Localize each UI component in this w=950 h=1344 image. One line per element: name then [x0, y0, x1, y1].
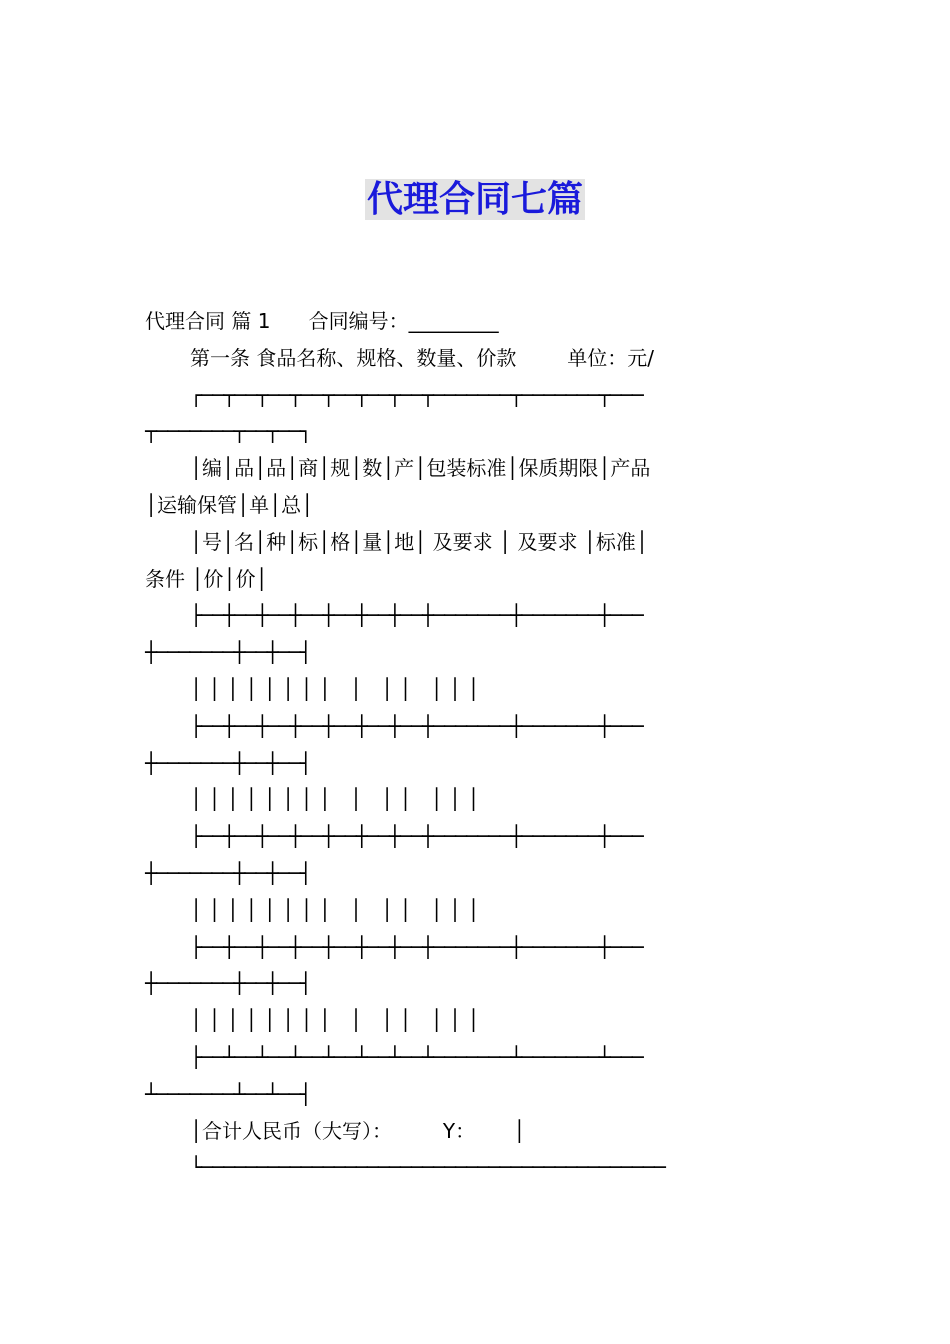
document-body	[145, 303, 810, 1186]
document-line: │合计人民币（大写）： Y： │	[190, 1118, 526, 1143]
table-border-line: └──────────────────────────────────────────	[190, 1155, 665, 1180]
document-line: 代理合同 篇 1 合同编号：_________	[145, 309, 499, 333]
document-line: │编│品│品│商│规│数│产│包装标准│保质期限│产品	[190, 456, 651, 481]
table-border-line: ├──┼──┼──┼──┼──┼──┼──┼───────┼───────┼───	[190, 934, 643, 959]
document-line: │ │ │ │ │ │ │ │ │ │ │ │ │ │	[190, 676, 480, 701]
table-border-line: ├──┴──┴──┴──┴──┴──┴──┴───────┴───────┴───	[190, 1044, 643, 1069]
table-border-line: ┼───────┼──┼──┤	[145, 860, 311, 885]
table-border-line: ├──┼──┼──┼──┼──┼──┼──┼───────┼───────┼───	[190, 603, 643, 628]
document-line: │ │ │ │ │ │ │ │ │ │ │ │ │ │	[190, 1008, 480, 1033]
table-border-line: ┼───────┼──┼──┤	[145, 971, 311, 996]
document-line: 第一条 食品名称、规格、数量、价款 单位：元/	[190, 345, 654, 370]
document-title-text: 代理合同七篇	[366, 179, 583, 220]
document-line: │ │ │ │ │ │ │ │ │ │ │ │ │ │	[190, 787, 480, 812]
table-border-line: ┴───────┴──┴──┤	[145, 1081, 311, 1106]
document-line: │号│名│种│标│格│量│地│ 及要求 │ 及要求 │标准│	[190, 529, 648, 554]
table-border-line: ┼───────┼──┼──┤	[145, 640, 311, 665]
document-line: 条件 │价│价│	[145, 566, 268, 591]
document-title	[0, 176, 950, 224]
table-border-line: ┼───────┼──┼──┤	[145, 750, 311, 775]
table-border-line: ┬───────┬──┬──┐	[145, 419, 311, 444]
document-line: │运输保管│单│总│	[145, 492, 314, 517]
table-border-line: ┌──┬──┬──┬──┬──┬──┬──┬───────┬───────┬───	[190, 382, 643, 407]
document-line: │ │ │ │ │ │ │ │ │ │ │ │ │ │	[190, 897, 480, 922]
table-border-line: ├──┼──┼──┼──┼──┼──┼──┼───────┼───────┼───	[190, 824, 643, 849]
table-border-line: ├──┼──┼──┼──┼──┼──┼──┼───────┼───────┼───	[190, 713, 643, 738]
